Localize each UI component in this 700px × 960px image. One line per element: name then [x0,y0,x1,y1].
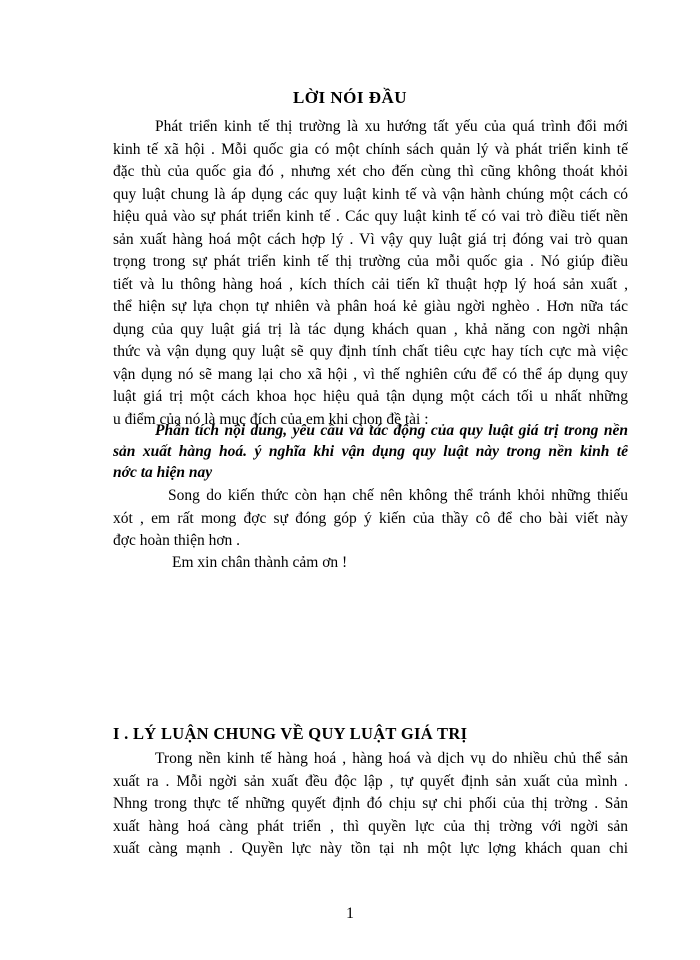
section-heading: I . LÝ LUẬN CHUNG VỀ QUY LUẬT GIÁ TRỊ [113,724,468,743]
section-line: Nhng trong thực tế những quyết định đó chịu sự chi phối của thị trờng . Sản [113,795,628,812]
topic-line: nớc ta hiện nay [113,464,213,481]
intro-line: luật giá trị một cách khoa học hiệu quả tận dụng một cách tối u nhất những [113,388,628,405]
section-paragraph [113,748,628,861]
intro-line: dụng của quy luật giá trị là tác dụng khách quan , khả năng con ngời nhận [113,320,628,338]
topic-line: Phân tích nội dung, yêu cầu và tác động của quy luật giá trị trong nền [155,422,628,439]
intro-line: tiết và lu thông hàng hoá , kích thích cải tiến kĩ thuật hợp lý hoá sản xuất , [113,275,628,293]
section-line: xuất càng mạnh . Quyền lực này tồn tại nh một lực lợng khách quan chi [113,840,628,857]
closing-line: đợc hoàn thiện hơn . [113,532,241,549]
intro-line: hiệu quả vào sự phát triển kinh tế . Các quy luật kinh tế có vai trò điều tiết nền [113,208,628,225]
intro-line: u điểm của nó là mục đích của em khi chọn đề tài : [113,410,429,428]
topic-statement [113,420,628,483]
intro-line: kinh tế xã hội . Mỗi quốc gia có một chính sách quản lý và phát triển kinh tế [113,140,628,158]
closing-line: xót , em rất mong đợc sự đóng góp ý kiến của thầy cô để cho bài viết này [113,509,628,527]
intro-line: Phát triển kinh tế thị trường là xu hướng tất yếu của quá trình đổi mới [155,118,628,135]
intro-line: đặc thù của quốc gia đó , nhưng xét cho đến cùng thì cũng không thoát khỏi [113,163,628,180]
section-line: xuất hàng hoá càng phát triển , thì quyền lực của thị trờng với ngời sản [113,817,628,835]
page-number: 1 [346,905,354,922]
intro-line: quy luật chung là áp dụng các quy luật kinh tế và vận hành chúng một cách có [113,185,628,203]
page-title: LỜI NÓI ĐẦU [292,88,408,107]
intro-line: sản xuất hàng hoá một cách hợp lý . Vì vậy quy luật giá trị đóng vai trò quan [113,230,628,248]
topic-line: sản xuất hàng hoá. ý nghĩa khi vận dụng quy luật này trong nền kinh tế [113,443,628,460]
section-line: Trong nền kinh tế hàng hoá , hàng hoá và dịch vụ do nhiều chủ thể sản [155,750,628,767]
intro-line: vận dụng nó sẽ mang lại cho xã hội , vì thế nghiên cứu để có thể áp dụng quy [113,365,628,383]
intro-line: thể hiện sự lựa chọn tự nhiên và phân hoá kẻ giàu ngời nghèo . Hơn nữa tác [113,298,628,315]
closing-line: Song do kiến thức còn hạn chế nên không thể tránh khỏi những thiếu [168,487,628,504]
intro-line: trọng trong sự phát triển kinh tế thị trường của mỗi quốc gia . Nó giúp điều [113,253,628,270]
intro-paragraph [113,116,628,431]
intro-line: thức và vận dụng quy luật sẽ quy định tính chất tiêu cực hay tích cực mà việc [113,343,628,360]
thanks-line: Em xin chân thành cảm ơn ! [172,554,348,571]
closing-paragraph [113,485,628,553]
section-line: xuất ra . Mỗi ngời sản xuất đều độc lập , tự quyết định sản xuất của mình . [113,772,628,790]
